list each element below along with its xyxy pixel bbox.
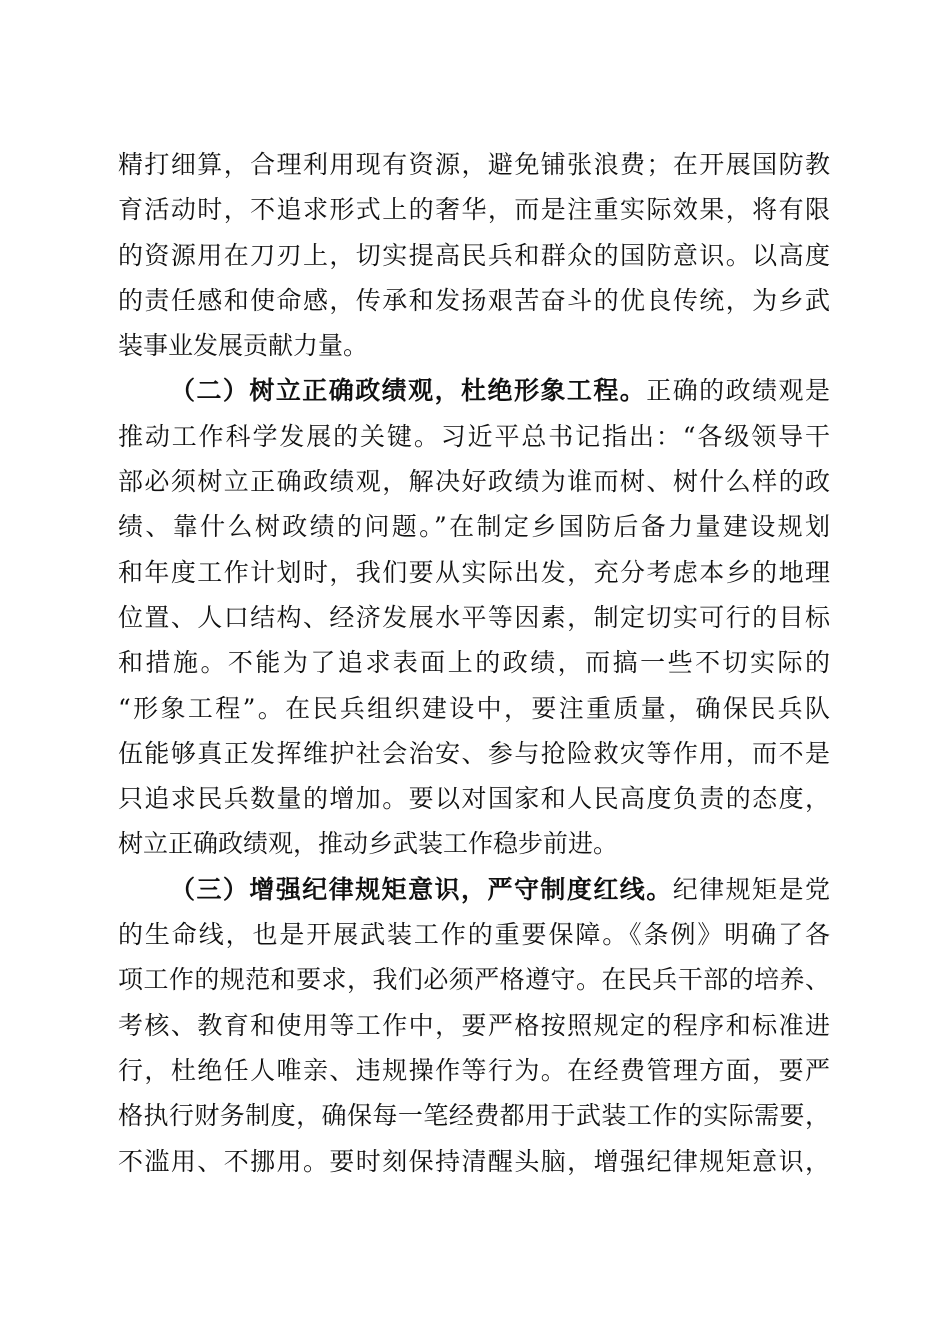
text-line: 行，杜绝任人唯亲、违规操作等行为。在经费管理方面，要严 [118, 1055, 830, 1085]
text-line: 推动工作科学发展的关键。习近平总书记指出：“各级领导干 [118, 421, 830, 451]
text-line: 不滥用、不挪用。要时刻保持清醒头脑，增强纪律规矩意识， [118, 1146, 830, 1176]
text-line: 的生命线，也是开展武装工作的重要保障。《条例》明确了各 [118, 920, 830, 950]
text-line: 装事业发展贡献力量。 [118, 331, 369, 361]
text-line: 只追求民兵数量的增加。要以对国家和人民高度负责的态度， [118, 784, 830, 814]
paragraph-first-line [118, 368, 830, 413]
text-line: 和措施。不能为了追求表面上的政绩，而搞一些不切实际的 [118, 648, 830, 678]
text-line: 绩、靠什么树政绩的问题。”在制定乡国防后备力量建设规划 [118, 512, 830, 542]
text-line: 项工作的规范和要求，我们必须严格遵守。在民兵干部的培养、 [118, 965, 830, 995]
text-line: 部必须树立正确政绩观，解决好政绩为谁而树、树什么样的政 [118, 467, 830, 497]
text-run: 纪律规矩是党 [672, 874, 830, 904]
text-line: 育活动时，不追求形式上的奢华，而是注重实际效果，将有限 [118, 195, 830, 225]
text-line: 位置、人口结构、经济发展水平等因素，制定切实可行的目标 [118, 602, 830, 632]
text-line: 格执行财务制度，确保每一笔经费都用于武装工作的实际需要， [118, 1101, 830, 1131]
document-page [118, 142, 830, 1184]
paragraph-3 [118, 867, 830, 1184]
text-line: 精打细算，合理利用现有资源，避免铺张浪费；在开展国防教 [118, 150, 830, 179]
section-heading: （二）树立正确政绩观，杜绝形象工程。 [170, 376, 647, 406]
text-line: 考核、教育和使用等工作中，要严格按照规定的程序和标准进 [118, 1010, 830, 1040]
text-run: 正确的政绩观是 [646, 376, 830, 406]
text-line: 伍能够真正发挥维护社会治安、参与抢险救灾等作用，而不是 [118, 738, 830, 768]
paragraph-2 [118, 368, 830, 866]
text-line: “形象工程”。在民兵组织建设中，要注重质量，确保民兵队 [118, 693, 830, 723]
text-line: 和年度工作计划时，我们要从实际出发，充分考虑本乡的地理 [118, 557, 830, 587]
paragraph-first-line [118, 867, 830, 912]
paragraph-1 [118, 142, 830, 368]
text-line: 的资源用在刀刃上，切实提高民兵和群众的国防意识。以高度 [118, 240, 830, 270]
text-line: 的责任感和使命感，传承和发扬艰苦奋斗的优良传统，为乡武 [118, 285, 830, 315]
text-line: 树立正确政绩观，推动乡武装工作稳步前进。 [118, 829, 619, 859]
section-heading: （三）增强纪律规矩意识，严守制度红线。 [170, 874, 673, 904]
